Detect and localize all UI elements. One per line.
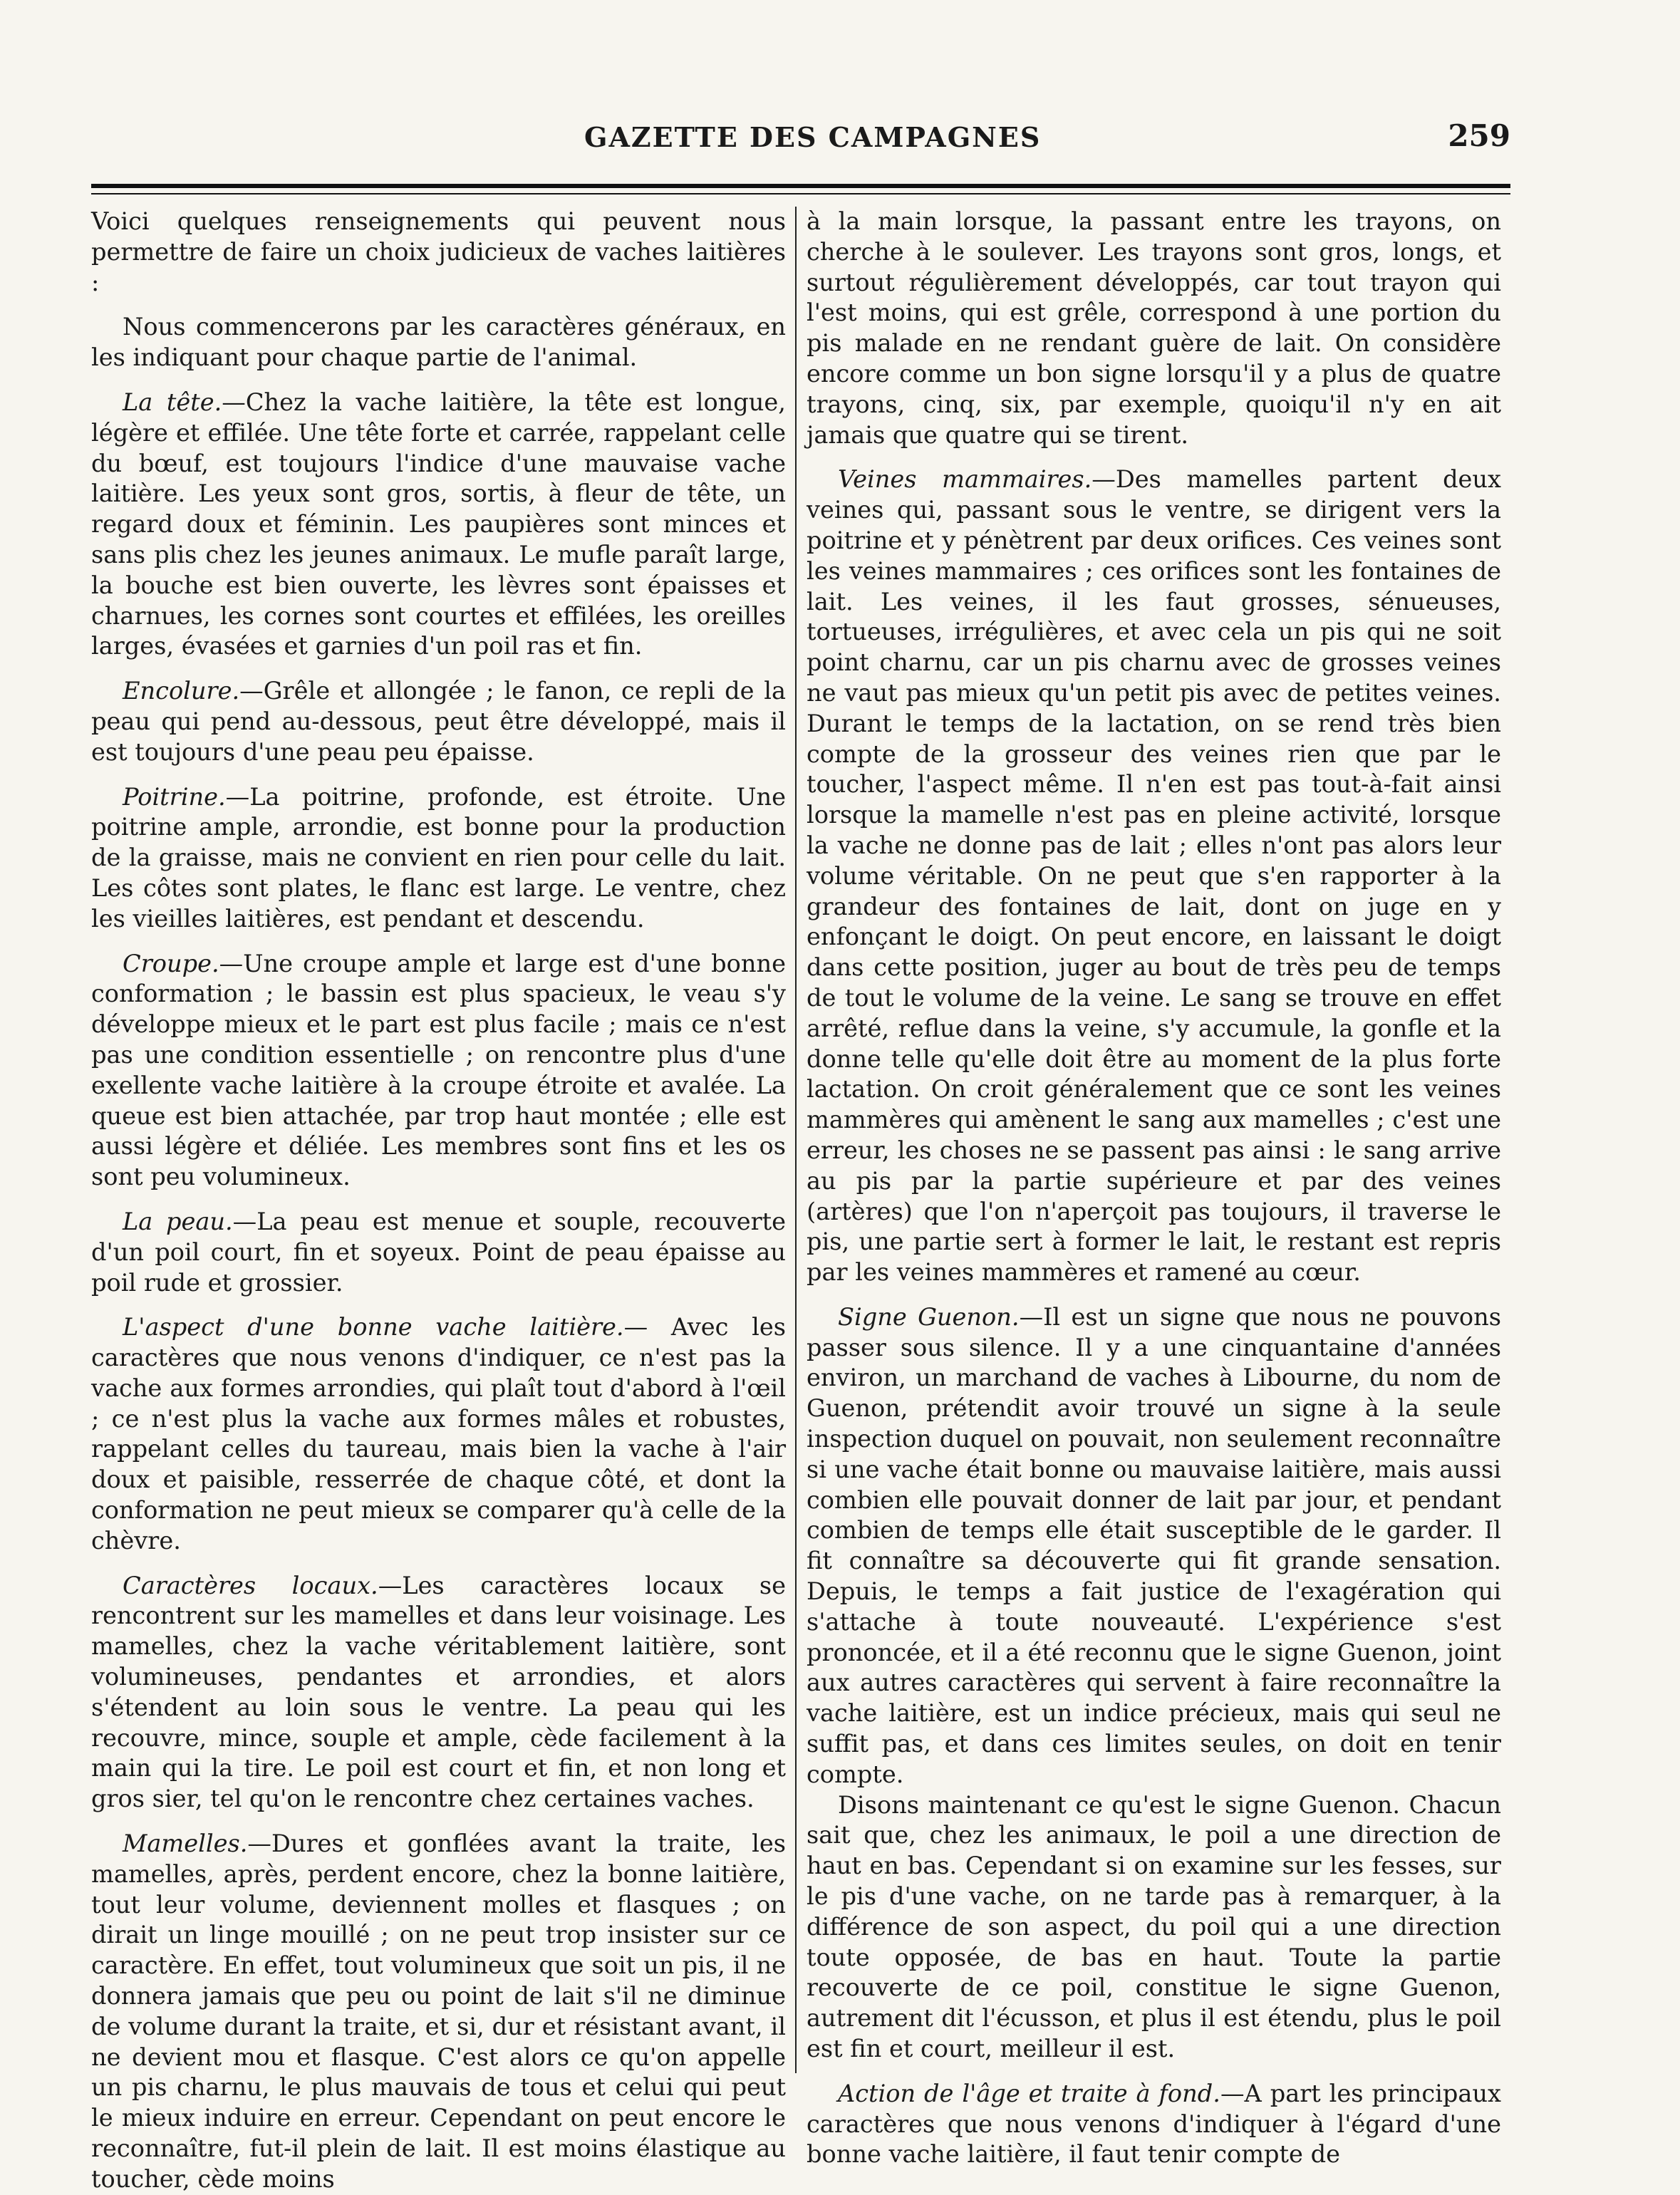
right-column [807, 207, 1501, 2169]
run-in-title: Action de l'âge et traite à fond. [838, 2079, 1220, 2107]
paragraph-croupe [91, 949, 786, 1193]
paragraph-encolure [91, 676, 786, 767]
run-in-title: La peau. [123, 1207, 233, 1235]
paragraph-aspect [91, 1312, 786, 1556]
header-rule-thick [91, 184, 1510, 188]
run-in-title: Poitrine. [123, 782, 226, 811]
paragraph-signe-guenon [807, 1302, 1501, 1790]
paragraph-body: —Une croupe ample et large est d'une bonne conformation ; le bassin est plus spacieux, le veau s'y développe mieux et le part est plus facile ; mais ce n'est pas une condition essentielle ; on rencontre plus d'une exellente vache laitière à la croupe étroite et avalée. La queue est bien attachée, par trop haut montée ; elle est aussi légère et déliée. Les membres sont fins et les os sont peu volumineux. [91, 949, 786, 1191]
paragraph-body: —A part les principaux caractères que nous venons d'indiquer à l'égard d'une bonne vache laitière, il faut tenir compte de [807, 2079, 1501, 2169]
paragraph-veines [807, 465, 1501, 1288]
page-header [85, 107, 1510, 157]
left-column [91, 207, 787, 2193]
header-rule-thin [91, 193, 1510, 194]
paragraph-body: Disons maintenant ce qu'est le signe Guenon. Chacun sait que, chez les animaux, le poil a une direction de haut en bas. Cependant si on examine sur les fesses, sur le pis d'une vache, on ne tarde pas à remarquer, à la différence de son aspect, du poil qui a une direction toute opposée, de bas en haut. Toute la partie recouverte de ce poil, constitue le signe Guenon, autrement dit l'écusson, et plus il est étendu, plus le poil est fin et court, meilleur il est. [807, 1790, 1501, 2063]
paragraph-intro [91, 207, 786, 298]
paragraph-body: —Grêle et allongée ; le fanon, ce repli de la peau qui pend au-dessous, peut être développé, mais il est toujours d'une peau peu épaisse. [91, 677, 786, 766]
run-in-title: Signe Guenon. [838, 1302, 1020, 1331]
run-in-title: Veines mammaires. [838, 465, 1092, 494]
paragraph-mamelles [91, 1829, 786, 2195]
column-divider [795, 207, 797, 2073]
paragraph-body: —La peau est menue et souple, recouverte d'un poil court, fin et soyeux. Point de peau épaisse au poil rude et grossier. [91, 1207, 786, 1297]
paragraph-body: —Chez la vache laitière, la tête est longue, légère et effilée. Une tête forte et carrée, rappelant celle du bœuf, est toujours l'indice d'une mauvaise vache laitière. Les yeux sont gros, sortis, à fleur de tête, un regard doux et féminin. Les paupières sont minces et sans plis chez les jeunes animaux. Le mufle paraît large, la bouche est bien ouverte, les lèvres sont épaisses et charnues, les cornes sont courtes et effilées, les oreilles larges, évasées et garnies d'un poil ras et fin. [91, 388, 786, 660]
paragraph-action-age [807, 2079, 1501, 2170]
paragraph-body: —Les caractères locaux se rencontrent sur les mamelles et dans leur voisinage. Les mamelles, chez la vache véritablement laitière, sont volumineuses, pendantes et arrondies, et alors s'étendent au loin sous le ventre. La peau qui les recouvre, mince, souple et ample, cède facilement à la main qui la tire. Le poil est court et fin, et non long et gros sier, tel qu'on le rencontre chez certaines vaches. [91, 1571, 787, 1813]
paragraph-body: à la main lorsque, la passant entre les trayons, on cherche à le soulever. Les trayons sont gros, longs, et surtout régulièrement développés, car tout trayon qui l'est moins, qui est grêle, correspond à une portion du pis malade en ne rendant guère de lait. On considère encore comme un bon signe lorsqu'il y a plus de quatre trayons, cinq, six, par exemple, quoiqu'il n'y en ait jamais que quatre qui se tirent. [807, 207, 1501, 449]
running-title: GAZETTE DES CAMPAGNES [584, 121, 1042, 153]
paragraph-body: Nous commencerons par les caractères généraux, en les indiquant pour chaque partie de l'animal. [91, 313, 786, 372]
paragraph-general [91, 312, 786, 373]
run-in-title: Mamelles. [123, 1830, 248, 1858]
paragraph-body: —Dures et gonflées avant la traite, les mamelles, après, perdent encore, chez la bonne laitière, tout leur volume, deviennent molles et flasques ; on dirait un linge mouillé ; on ne peut trop insister sur ce caractère. En effet, tout volumineux que soit un pis, il ne donnera jamais que peu ou point de lait s'il ne diminue de volume durant la traite, et si, dur et résistant avant, il ne devient mou et flasque. C'est alors ce qu'on appelle un pis charnu, le plus mauvais de tous et celui qui peut le mieux induire en erreur. Cependant on peut encore le reconnaître, fut-il plein de lait. Il est moins élastique au toucher, cède moins [91, 1830, 786, 2193]
paragraph-body: —La poitrine, profonde, est étroite. Une poitrine ample, arrondie, est bonne pour la production de la graisse, mais ne convient en rien pour celle du lait. Les côtes sont plates, le flanc est large. Le ventre, chez les vieilles laitières, est pendant et descendu. [91, 782, 786, 933]
paragraph-body: —Des mamelles partent deux veines qui, passant sous le ventre, se dirigent vers la poitrine et y pénètrent par deux orifices. Ces veines sont les veines mammaires ; ces orifices sont les fontaines de lait. Les veines, il les faut grosses, sénueuses, tortueuses, irrégulières, et avec cela un pis qui ne soit point charnu, car un pis charnu avec de grosses veines ne vaut pas mieux qu'un petit pis avec de petites veines. Durant le temps de la lactation, on se rend très bien compte de la grosseur des veines rien que par le toucher, l'aspect même. Il n'en est pas tout-à-fait ainsi lorsque la mamelle n'est pas en pleine activité, lorsque la vache ne donne pas de lait ; elles n'ont pas alors leur volume véritable. On ne peut que s'en rapporter à la grandeur des fontaines de lait, dont on juge en y enfonçant le doigt. On peut encore, en laissant le doigt dans cette position, juger au bout de très peu de temps de tout le volume de la veine. Le sang se trouve en effet arrêté, reflue dans la veine, s'y accumule, la gonfle et la donne telle qu'elle doit être au moment de la plus forte lactation. On croit généralement que ce sont les veines mammères qui amènent le sang aux mamelles ; c'est une erreur, les choses ne se passent pas ainsi : le sang arrive au pis par la partie supérieure et par des veines (artères) que l'on n'aperçoit pas toujours, il traverse le pis, une partie sert à former le lait, le restant est repris par les veines mammères et ramené au cœur. [807, 465, 1501, 1287]
paragraph-body: —Il est un signe que nous ne pouvons passer sous silence. Il y a une cinquantaine d'années environ, un marchand de vaches à Libourne, du nom de Guenon, prétendit avoir trouvé un signe à la seule inspection duquel on pouvait, non seulement reconnaître si une vache était bonne ou mauvaise laitière, mais aussi combien elle pouvait donner de lait par jour, et pendant combien de temps elle était susceptible de le garder. Il fit connaître sa découverte qui fit grande sensation. Depuis, le temps a fait justice de l'exagération qui s'attache à toute nouveauté. L'expérience s'est prononcée, et il a été reconnu que le signe Guenon, joint aux autres caractères qui servent à faire reconnaître la vache laitière, est un indice précieux, mais qui seul ne suffit pas, et dans ces limites seules, on doit en tenir compte. [807, 1302, 1501, 1788]
paragraph-tete [91, 388, 786, 662]
paragraph-body: Voici quelques renseignements qui peuvent nous permettre de faire un choix judicieux de vaches laitières : [91, 207, 786, 296]
paragraph-continuation [807, 207, 1501, 450]
run-in-title: La tête. [123, 388, 222, 416]
run-in-title: Caractères locaux. [123, 1571, 378, 1599]
page-number: 259 [1448, 118, 1510, 153]
run-in-title: Encolure. [123, 677, 240, 705]
paragraph-body: — Avec les caractères que nous venons d'indiquer, ce n'est pas la vache aux formes arrondies, qui plaît tout d'abord à l'œil ; ce n'est plus la vache aux formes mâles et robustes, rappelant celles du taureau, mais bien la vache à l'air doux et paisible, resserrée de chaque côté, et dont la conformation ne peut mieux se comparer qu'à celle de la chèvre. [91, 1313, 786, 1555]
run-in-title: L'aspect d'une bonne vache laitière. [123, 1313, 624, 1342]
paragraph-disons [807, 1790, 1501, 2065]
paragraph-peau [91, 1207, 786, 1298]
paragraph-poitrine [91, 782, 786, 935]
run-in-title: Croupe. [123, 949, 219, 977]
paragraph-caracteres-locaux [91, 1571, 786, 1815]
